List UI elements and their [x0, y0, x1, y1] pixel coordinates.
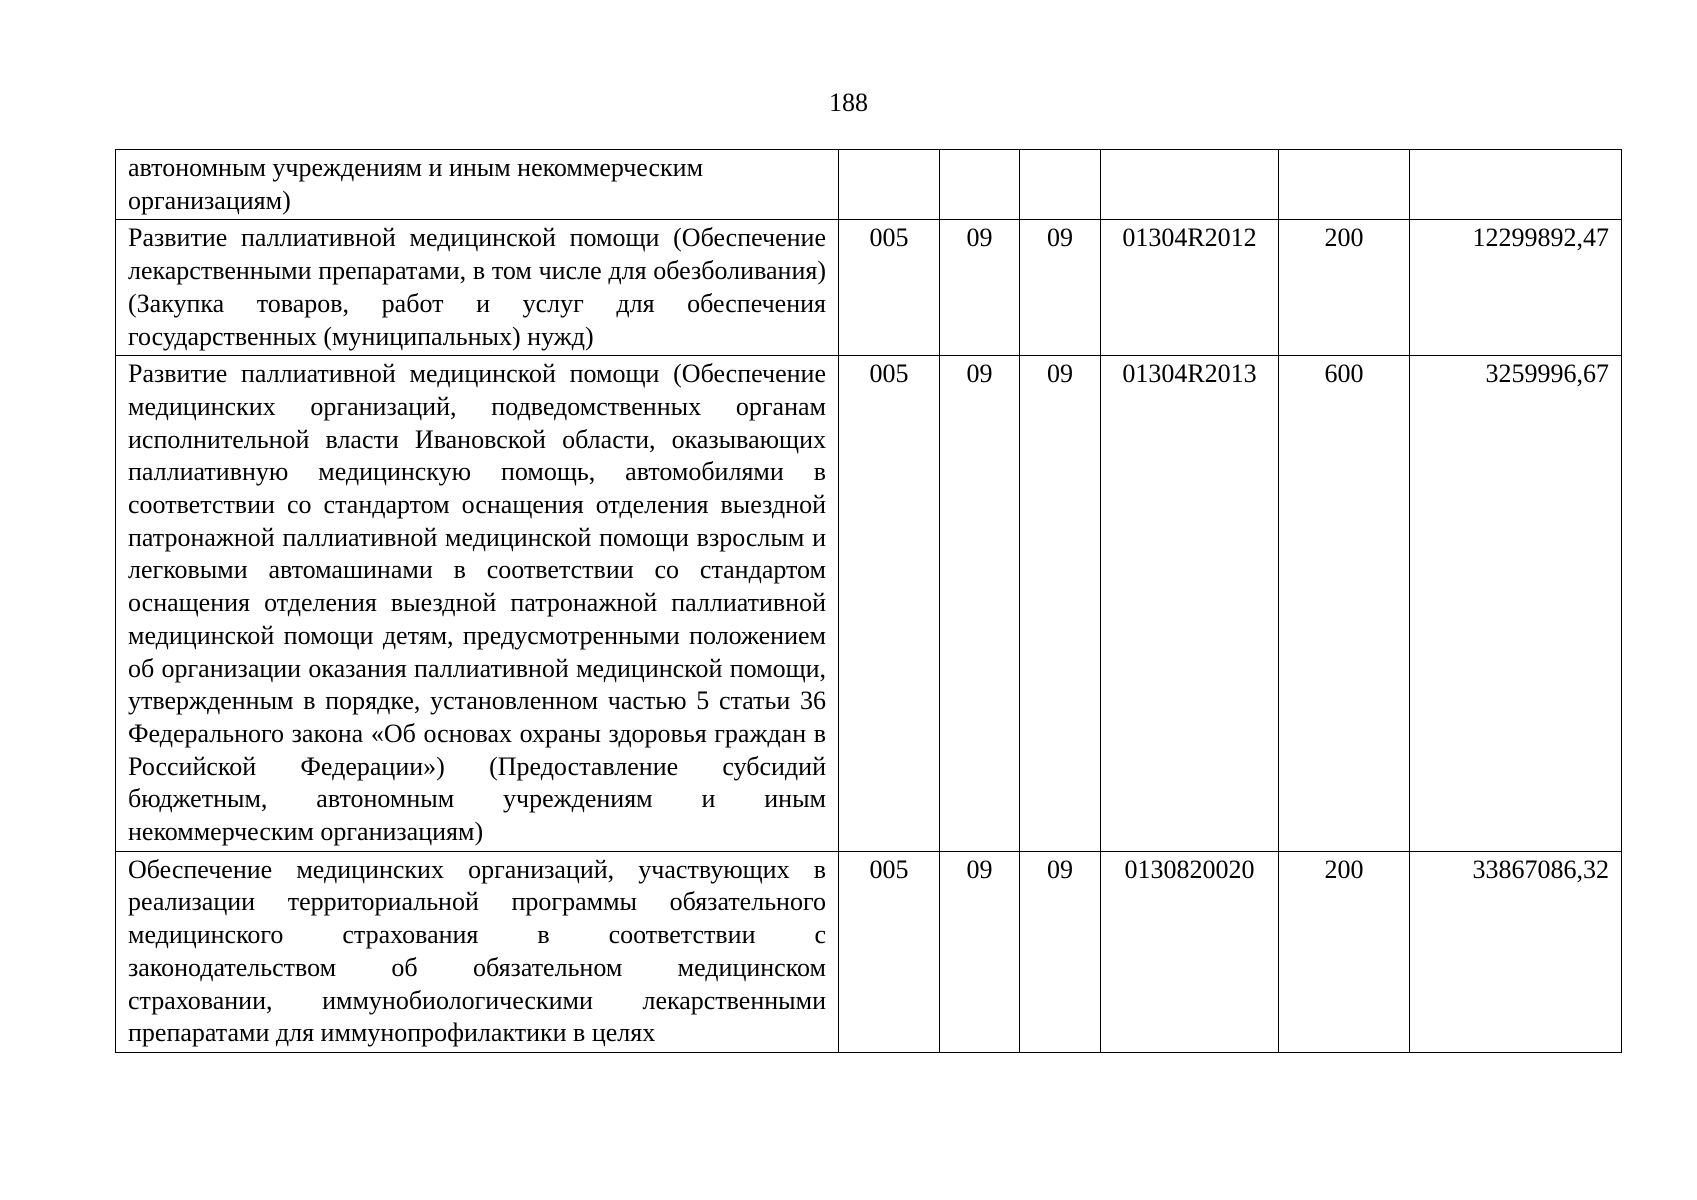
amount: [1410, 150, 1622, 220]
section-code: 09: [940, 220, 1020, 356]
amount: 33867086,32: [1410, 851, 1622, 1052]
ministry-code: [839, 150, 940, 220]
section-code: 09: [940, 851, 1020, 1052]
table-row: [116, 851, 1622, 1052]
target-article-code: 01304R2013: [1101, 356, 1279, 852]
subsection-code: 09: [1020, 220, 1101, 356]
subsection-code: 09: [1020, 356, 1101, 852]
section-code: [940, 150, 1020, 220]
row-description: Развитие паллиативной медицинской помощи (Обеспечение медицинских организаций, подведомственных органам исполнительной власти Ивановской области, оказывающих паллиативную медицинскую помощь, автомобилями в соответствии со стандартом оснащения отделения выездной патронажной паллиативной медицинской помощи взрослым и легковыми автомашинами в соответствии со стандартом оснащения отделения выездной патронажной паллиативной медицинской помощи детям, предусмотренными положением об организации оказания паллиативной медицинской помощи, утвержденным в порядке, установленном частью 5 статьи 36 Федерального закона «Об основах охраны здоровья граждан в Российской Федерации») (Предоставление субсидий бюджетным, автономным учреждениям и иным некоммерческим организациям): [116, 356, 839, 852]
ministry-code: 005: [839, 220, 940, 356]
table-row: [116, 220, 1622, 356]
ministry-code: 005: [839, 851, 940, 1052]
row-description: Развитие паллиативной медицинской помощи (Обеспечение лекарственными препаратами, в том числе для обезболивания) (Закупка товаров, работ и услуг для обеспечения государственных (муниципальных) нужд): [116, 220, 839, 356]
row-description: автономным учреждениям и иным некоммерческим организациям): [116, 150, 839, 220]
table-row: [116, 150, 1622, 220]
row-description: Обеспечение медицинских организаций, участвующих в реализации территориальной программы обязательного медицинского страхования в соответствии с законодательством об обязательном медицинском страховании, иммунобиологическими лекарственными препаратами для иммунопрофилактики в целях: [116, 851, 839, 1052]
expense-type-code: 200: [1279, 851, 1410, 1052]
section-code: 09: [940, 356, 1020, 852]
target-article-code: 01304R2012: [1101, 220, 1279, 356]
budget-table: [115, 149, 1622, 1053]
ministry-code: 005: [839, 356, 940, 852]
page-number: 188: [829, 88, 868, 117]
expense-type-code: 600: [1279, 356, 1410, 852]
subsection-code: [1020, 150, 1101, 220]
table-row: [116, 356, 1622, 852]
target-article-code: [1101, 150, 1279, 220]
amount: 12299892,47: [1410, 220, 1622, 356]
subsection-code: 09: [1020, 851, 1101, 1052]
expense-type-code: [1279, 150, 1410, 220]
amount: 3259996,67: [1410, 356, 1622, 852]
target-article-code: 0130820020: [1101, 851, 1279, 1052]
expense-type-code: 200: [1279, 220, 1410, 356]
